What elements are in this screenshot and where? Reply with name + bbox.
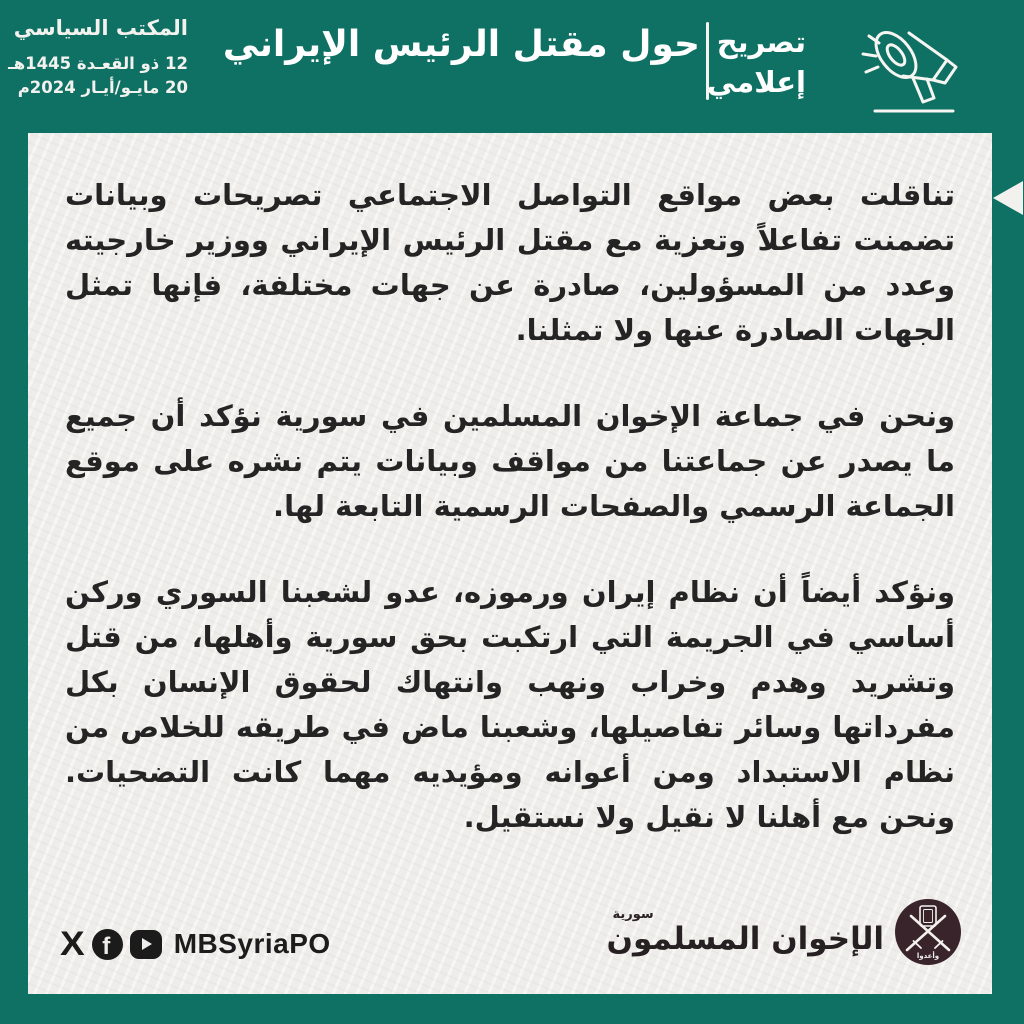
statement-title: حول مقتل الرئيس الإيراني — [222, 24, 700, 65]
paragraph-2: ونحن في جماعة الإخوان المسلمين في سورية نؤكد أن جميع ما يصدر عن جماعتنا من مواقف وبيانات يتم نشره على موقع الجماعة الرسمي والصفحات الرسمية التابعة لها. — [65, 399, 955, 523]
statement-body — [65, 173, 955, 881]
paragraph-1: تناقلت بعض مواقع التواصل الاجتماعي تصريحات وبيانات تضمنت تفاعلاً وتعزية مع مقتل الرئيس الإيراني ووزير خارجيته وعدد من المسؤولين، صادرة عن جهات مختلفة، فإنها تمثل الجهات الصادرة عنها ولا تمثلنا. — [65, 178, 955, 347]
header-office-block — [8, 16, 188, 100]
crossed-swords-emblem-icon — [894, 898, 962, 966]
facebook-icon[interactable]: f — [92, 929, 123, 960]
social-links-row — [60, 926, 331, 962]
x-icon[interactable]: X — [60, 924, 85, 963]
statement-card — [28, 133, 992, 994]
date-hijri: 12 ذو القعـدة 1445هـ — [8, 54, 188, 73]
statement-type-line2: إعلامي — [706, 65, 806, 99]
org-name-label: الإخوان المسلمون — [606, 921, 884, 957]
statement-type-label — [706, 22, 806, 102]
statement-type-line1: تصريح — [716, 25, 806, 59]
org-calligraphy — [607, 907, 885, 957]
youtube-icon[interactable] — [130, 930, 162, 959]
card-pointer-arrow — [993, 181, 1023, 215]
organization-logo — [607, 892, 963, 972]
date-gregorian: 20 مايـو/أيـار 2024م — [17, 78, 188, 97]
emblem-word: وأعدوا — [916, 952, 940, 960]
paragraph-3: ونؤكد أيضاً أن نظام إيران ورموزه، عدو لشعبنا السوري وركن أساسي في الجريمة التي ارتكبت بحق سورية وأهلها، من قتل وتشريد وهدم وخراب ونهب وانتهاك لحقوق الإنسان بكل مفرداتها وسائر تفاصيلها، وشعبنا ماض في طريقه للخلاص من نظام الاستبداد ومن أعوانه ومؤيديه مهما كانت التضحيات. ونحن مع أهلنا لا نقيل ولا نستقيل. — [65, 575, 955, 834]
megaphone-icon — [855, 10, 967, 120]
org-region-label: سورية — [612, 907, 654, 922]
play-triangle — [142, 938, 152, 950]
office-name: المكتب السياسي — [13, 16, 188, 40]
social-handle[interactable]: MBSyriaPO — [173, 928, 331, 959]
